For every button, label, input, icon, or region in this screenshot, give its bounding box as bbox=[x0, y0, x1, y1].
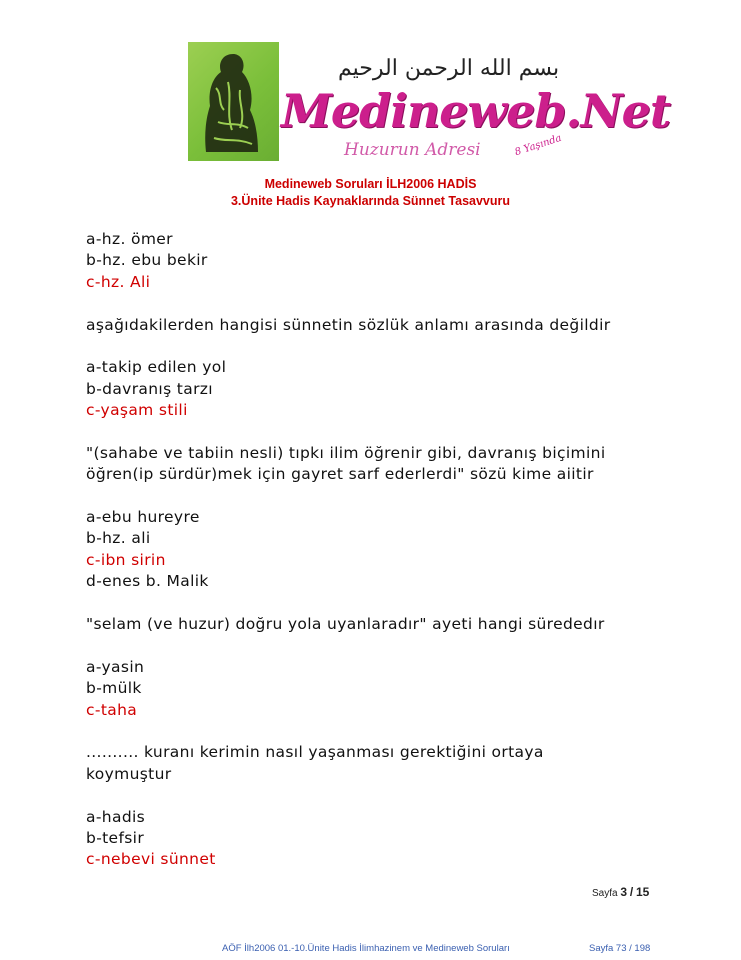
text-line: b-tefsir bbox=[86, 828, 145, 847]
footer-source: AÖF İlh2006 01.-10.Ünite Hadis İlimhazinem ve Medineweb Soruları bbox=[222, 943, 510, 954]
blank-line bbox=[86, 593, 686, 614]
page-number-current: 3 bbox=[620, 885, 628, 899]
blank-line bbox=[86, 293, 686, 314]
text-line: aşağıdakilerden hangisi sünnetin sözlük anlamı arasında değildir bbox=[86, 315, 611, 334]
site-logo bbox=[188, 42, 671, 164]
text-line: a-ebu hureyre bbox=[86, 508, 200, 527]
page-number-total: 15 bbox=[635, 885, 650, 899]
text-line: öğren(ip sürdür)mek için gayret sarf ederlerdi" sözü kime aiitir bbox=[86, 465, 594, 484]
text-line: "selam (ve huzur) doğru yola uyanlaradır" ayeti hangi sürededır bbox=[86, 615, 605, 634]
document-subtitle: 3.Ünite Hadis Kaynaklarında Sünnet Tasavvuru bbox=[230, 194, 511, 208]
calligraphy-figure-image bbox=[188, 42, 279, 161]
text-line: a-hadis bbox=[86, 807, 146, 826]
text-line: a-takip edilen yol bbox=[86, 358, 227, 377]
text-line: a-hz. ömer bbox=[86, 230, 173, 248]
blank-line bbox=[86, 785, 686, 806]
brand-name: Medineweb.Net bbox=[281, 84, 671, 138]
blank-line bbox=[86, 635, 686, 656]
page-number-separator: / bbox=[629, 885, 634, 899]
brand-tagline: Huzurun Adresi bbox=[344, 140, 481, 160]
text-line: b-hz. ebu bekir bbox=[86, 251, 208, 270]
question-list bbox=[86, 229, 686, 871]
text-line: .......... kuranı kerimin nasıl yaşanması gerektiğini ortaya bbox=[86, 743, 544, 762]
blank-line bbox=[86, 336, 686, 357]
text-line: d-enes b. Malik bbox=[86, 572, 209, 591]
correct-answer-line: c-ibn sirin bbox=[86, 550, 166, 569]
correct-answer-line: c-hz. Ali bbox=[86, 272, 151, 291]
calligraphy-figure-icon bbox=[188, 42, 279, 161]
document-title: Medineweb Soruları İLH2006 HADİS bbox=[264, 177, 477, 191]
correct-answer-line: c-taha bbox=[86, 700, 138, 719]
footer-page-count: Sayfa 73 / 198 bbox=[589, 943, 651, 954]
blank-line bbox=[86, 486, 686, 507]
text-line: "(sahabe ve tabiin nesli) tıpkı ilim öğrenir gibi, davranış biçimini bbox=[86, 443, 606, 462]
text-line: b-mülk bbox=[86, 679, 142, 698]
blank-line bbox=[86, 721, 686, 742]
text-line: b-hz. ali bbox=[86, 529, 151, 548]
page-number bbox=[592, 885, 649, 899]
blank-line bbox=[86, 422, 686, 443]
text-line: koymuştur bbox=[86, 764, 172, 783]
correct-answer-line: c-yaşam stili bbox=[86, 401, 188, 420]
text-line: a-yasin bbox=[86, 657, 145, 676]
text-line: b-davranış tarzı bbox=[86, 379, 213, 398]
years-badge: 8 Yaşında bbox=[513, 132, 563, 159]
correct-answer-line: c-nebevi sünnet bbox=[86, 850, 216, 869]
basmala-calligraphy: بسم الله الرحمن الرحيم bbox=[338, 56, 560, 81]
page-number-label: Sayfa bbox=[592, 888, 618, 899]
